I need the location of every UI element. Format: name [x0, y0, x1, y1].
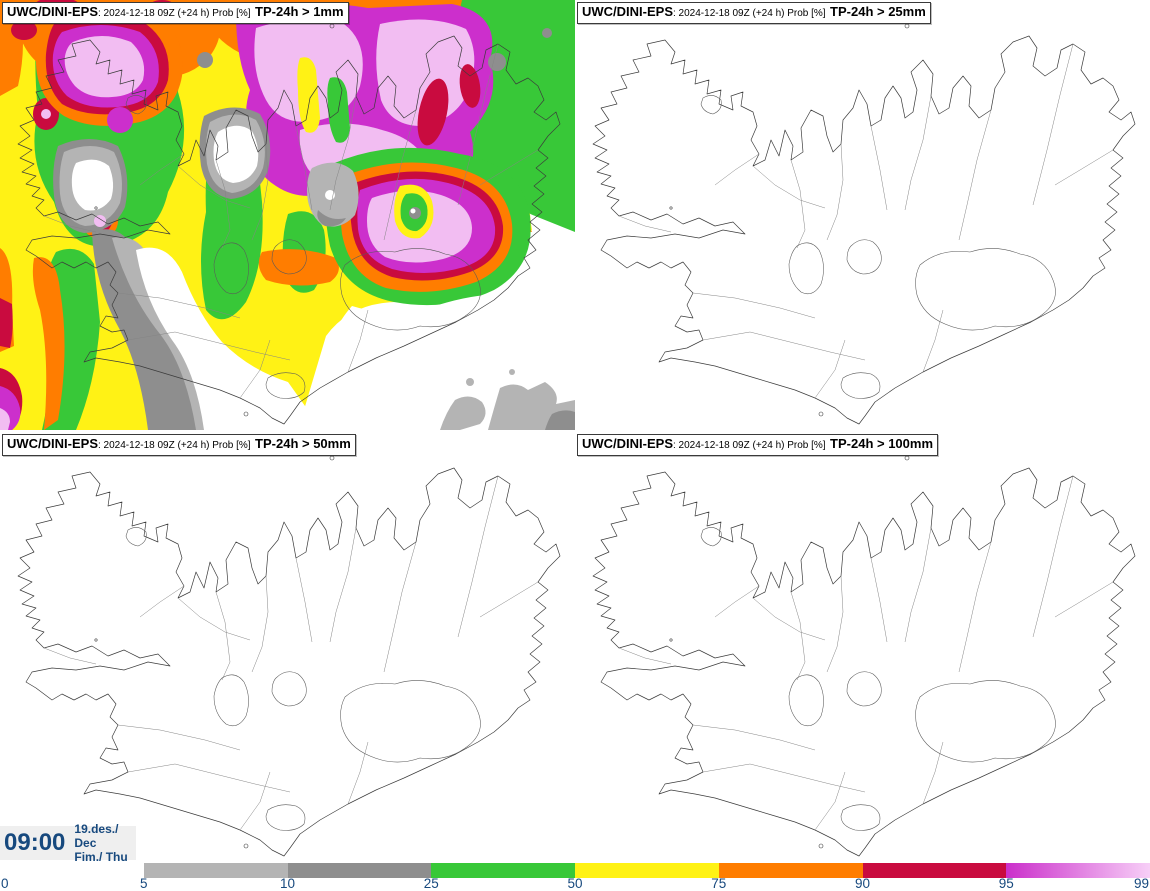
valid-time-box [0, 821, 136, 865]
colorbar-tick-0: 0 [1, 876, 9, 891]
product-label: UWC/DINI-EPS [7, 436, 98, 451]
threshold-label: TP-24h > 25mm [830, 4, 926, 19]
run-meta: : 2024-12-18 09Z (+24 h) Prob [%] [98, 8, 251, 19]
panel-title-25mm [577, 2, 931, 24]
colorbar-tick-95: 95 [998, 876, 1014, 891]
run-meta: : 2024-12-18 09Z (+24 h) Prob [%] [673, 8, 826, 19]
colorbar-tick-labels [0, 876, 1150, 891]
blank-map-50mm [0, 432, 575, 865]
valid-date [74, 822, 136, 864]
map-panel-1mm [0, 0, 575, 430]
valid-date-line1: 19.des./ Dec [74, 821, 119, 850]
colorbar-tick-99: 99 [1133, 876, 1149, 891]
colorbar-tick-90: 90 [854, 876, 871, 891]
colorbar-tick-10: 10 [279, 876, 296, 891]
map-panel-100mm [575, 432, 1150, 862]
colorbar-tick-50: 50 [567, 876, 583, 891]
map-panel-25mm [575, 0, 1150, 430]
map-panel-50mm [0, 432, 575, 865]
colorbar-tick-5: 5 [139, 876, 148, 891]
panel-title-100mm [577, 434, 938, 456]
blank-map-25mm [575, 0, 1150, 430]
product-label: UWC/DINI-EPS [582, 436, 673, 451]
panel-title-50mm [2, 434, 356, 456]
probability-field-1mm [0, 0, 575, 430]
colorbar-tick-75: 75 [711, 876, 727, 891]
valid-time: 09:00 [4, 829, 66, 856]
colorbar-tick-25: 25 [423, 876, 439, 891]
threshold-label: TP-24h > 1mm [255, 4, 344, 19]
blank-map-100mm [575, 432, 1150, 862]
run-meta: : 2024-12-18 09Z (+24 h) Prob [%] [98, 440, 251, 451]
threshold-label: TP-24h > 50mm [255, 436, 351, 451]
product-label: UWC/DINI-EPS [7, 4, 98, 19]
valid-date-line2: Fim./ Thu [74, 850, 128, 865]
product-label: UWC/DINI-EPS [582, 4, 673, 19]
threshold-label: TP-24h > 100mm [830, 436, 934, 451]
panel-title-1mm [2, 2, 349, 24]
run-meta: : 2024-12-18 09Z (+24 h) Prob [%] [673, 440, 826, 451]
